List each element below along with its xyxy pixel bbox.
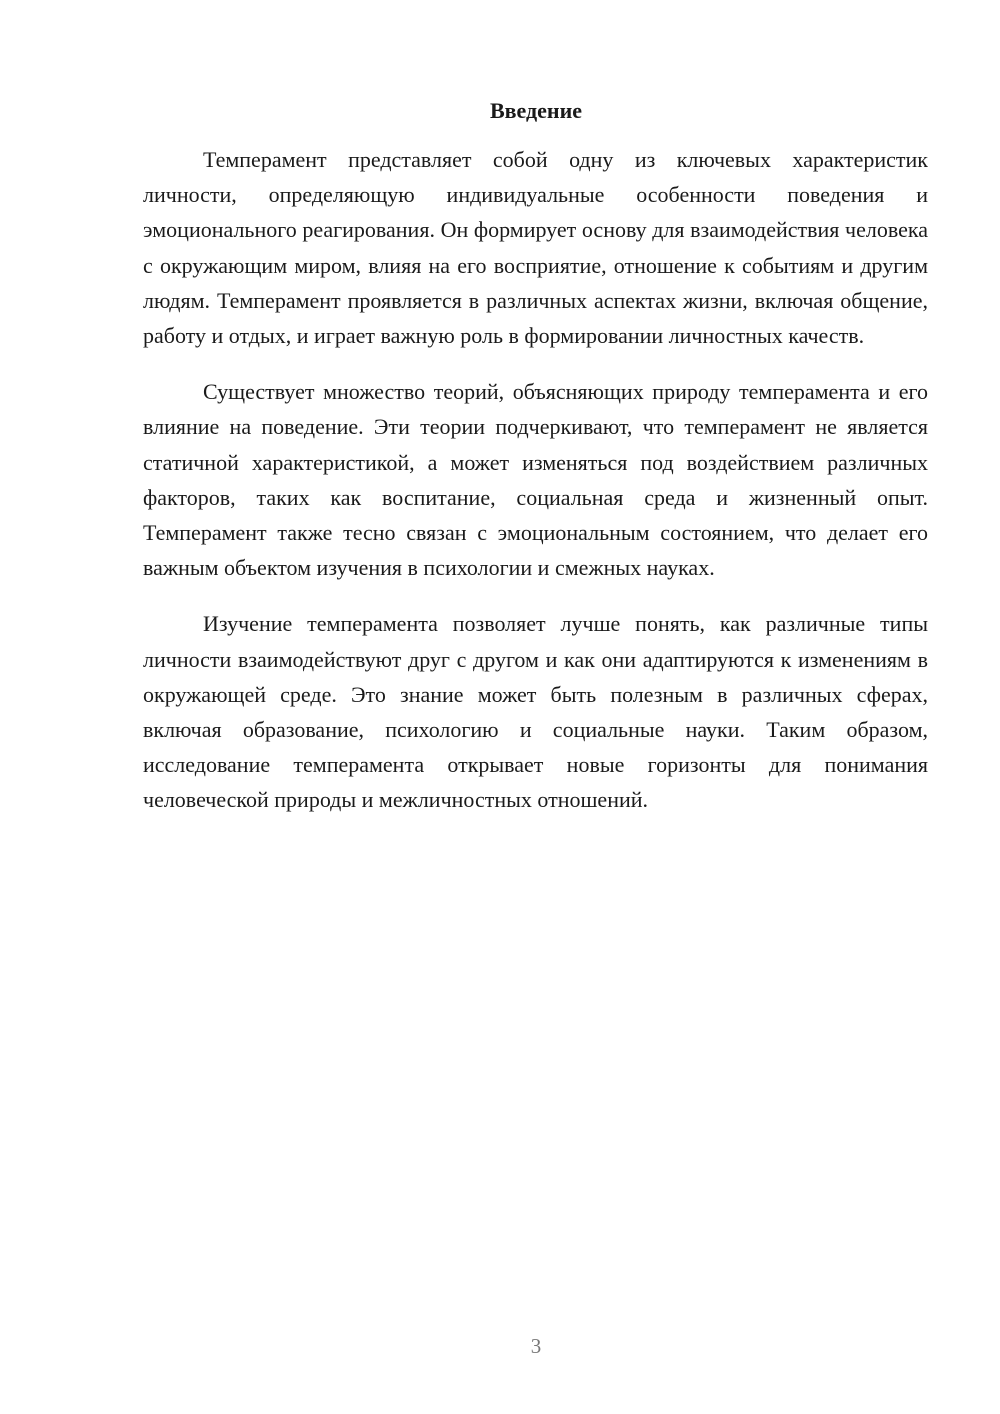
- body-text: [143, 142, 928, 818]
- paragraph-1: Темперамент представляет собой одну из ключевых характеристик личности, определяющую индивидуальные особенности поведения и эмоционального реагирования. Он формирует основу для взаимодействия человека с окружающим миром, влияя на его восприятие, отношение к событиям и другим людям. Темперамент проявляется в различных аспектах жизни, включая общение, работу и отдых, и играет важную роль в формировании личностных качеств.: [143, 147, 928, 349]
- page-number: 3: [530, 1334, 542, 1358]
- paragraph-3: Изучение темперамента позволяет лучше понять, как различные типы личности взаимодействуют друг с другом и как они адаптируются к изменениям в окружающей среде. Это знание может быть полезным в различных сферах, включая образование, психологию и социальные науки. Таким образом, исследование темперамента открывает новые горизонты для понимания человеческой природы и межличностных отношений.: [143, 611, 928, 813]
- section-title: Введение: [489, 98, 583, 123]
- paragraph-2: Существует множество теорий, объясняющих природу темперамента и его влияние на поведение. Эти теории подчеркивают, что темперамент не является статичной характеристикой, а может изменяться под воздействием различных факторов, таких как воспитание, социальная среда и жизненный опыт. Темперамент также тесно связан с эмоциональным состоянием, что делает его важным объектом изучения в психологии и смежных науках.: [143, 379, 928, 581]
